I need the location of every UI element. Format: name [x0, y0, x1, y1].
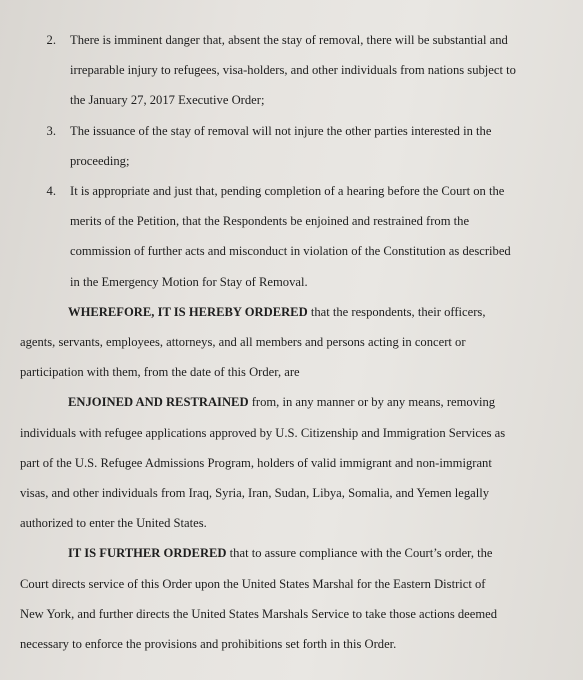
text-line: Court directs service of this Order upon the United States Marshal for the Eastern District of	[20, 576, 486, 591]
item-text	[70, 116, 571, 176]
wherefore-paragraph	[20, 297, 571, 388]
enjoined-paragraph	[20, 387, 571, 538]
text-line: proceeding;	[70, 153, 130, 168]
further-ordered-paragraph	[20, 538, 571, 659]
text-line: irreparable injury to refugees, visa-holders, and other individuals from nations subject to	[70, 63, 516, 78]
order-heading: ENJOINED AND RESTRAINED	[68, 395, 249, 410]
text-line: It is appropriate and just that, pending completion of a hearing before the Court on the	[70, 184, 505, 199]
text-line: the January 27, 2017 Executive Order;	[70, 93, 265, 108]
text-line: authorized to enter the United States.	[20, 516, 207, 531]
text-line: merits of the Petition, that the Respondents be enjoined and restrained from the	[70, 214, 470, 229]
text-line: The issuance of the stay of removal will not injure the other parties interested in the	[70, 123, 492, 138]
finding-item-2	[20, 25, 571, 116]
text-line	[20, 297, 571, 327]
text-run: that to assure compliance with the Court’s order, the	[226, 546, 493, 561]
text-line: individuals with refugee applications approved by U.S. Citizenship and Immigration Services as	[20, 425, 506, 440]
item-number: 2.	[46, 33, 56, 47]
finding-item-4	[20, 176, 571, 297]
text-run: from, in any manner or by any means, removing	[248, 395, 496, 410]
text-line: visas, and other individuals from Iraq, Syria, Iran, Sudan, Libya, Somalia, and Yemen legally	[20, 486, 490, 501]
item-number: 3.	[46, 123, 56, 138]
text-line	[20, 538, 571, 568]
item-number: 4.	[46, 184, 56, 199]
text-line: agents, servants, employees, attorneys, and all members and persons acting in concert or	[20, 335, 466, 350]
text-line	[20, 387, 571, 417]
text-line: commission of further acts and misconduct in violation of the Constitution as described	[70, 244, 511, 259]
text-line: There is imminent danger that, absent the stay of removal, there will be substantial and	[70, 33, 508, 47]
text-line: participation with them, from the date of this Order, are	[20, 365, 300, 380]
order-heading: IT IS FURTHER ORDERED	[68, 546, 227, 561]
text-line: part of the U.S. Refugee Admissions Program, holders of valid immigrant and non-immigrant	[20, 455, 492, 470]
text-line: New York, and further directs the United States Marshals Service to take those actions deemed	[20, 606, 498, 621]
order-heading: WHEREFORE, IT IS HEREBY ORDERED	[68, 304, 308, 319]
item-text	[70, 25, 571, 116]
text-line: necessary to enforce the provisions and prohibitions set forth in this Order.	[20, 637, 397, 652]
text-run: that the respondents, their officers,	[307, 304, 486, 319]
item-text	[70, 176, 571, 297]
text-line: in the Emergency Motion for Stay of Removal.	[70, 274, 308, 289]
finding-item-3	[20, 116, 571, 176]
